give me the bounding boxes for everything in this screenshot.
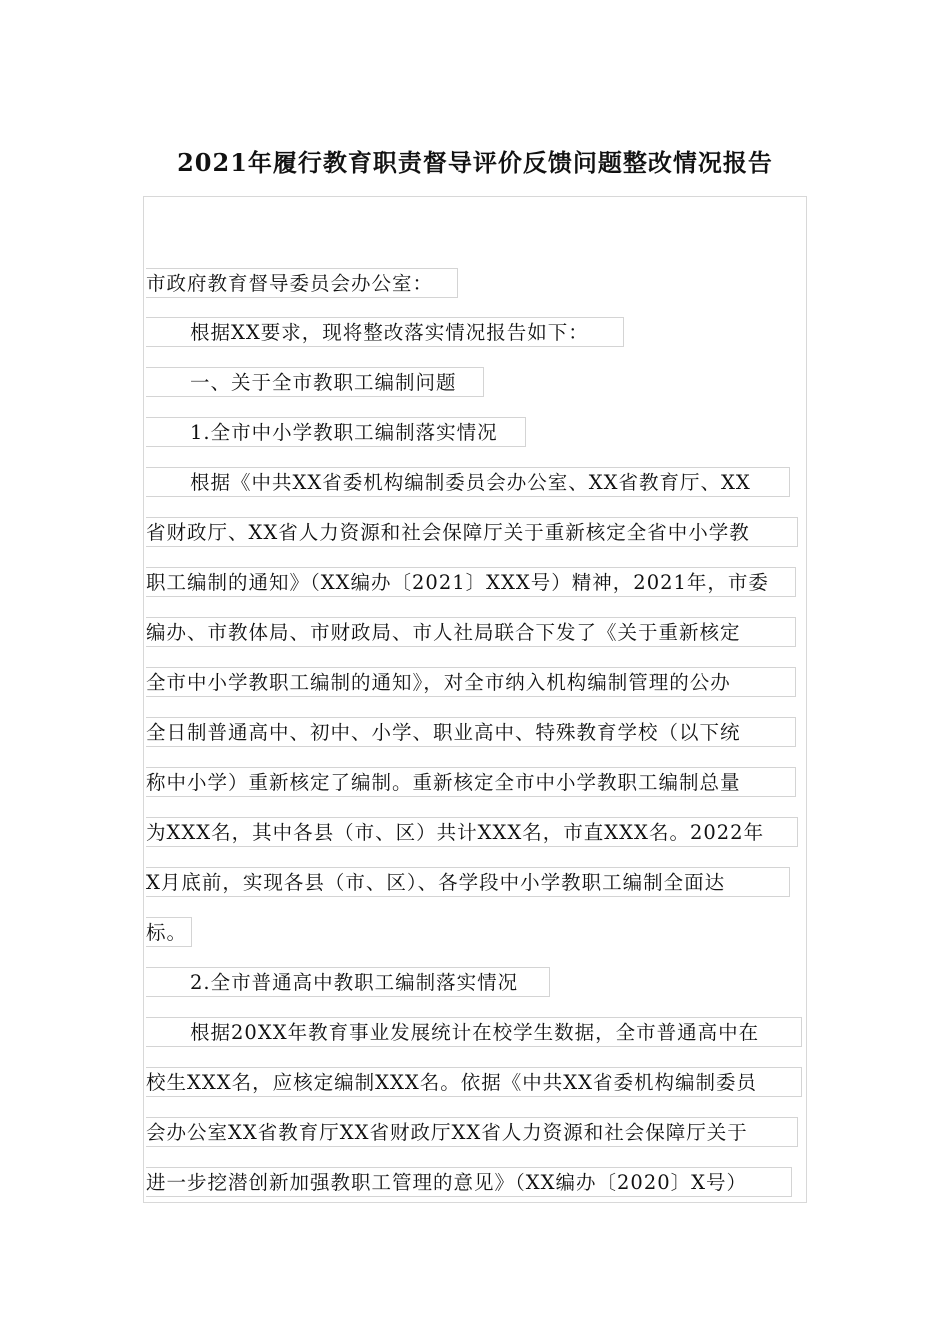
section-heading-1: 一、关于全市教职工编制问题 xyxy=(146,367,484,397)
paragraph-line: 称中小学）重新核定了编制。重新核定全市中小学教职工编制总量 xyxy=(146,767,796,797)
salutation: 市政府教育督导委员会办公室： xyxy=(146,268,458,298)
paragraph-line: 职工编制的通知》（XX编办〔2021〕XXX号）精神，2021年，市委 xyxy=(146,567,796,597)
paragraph-line: 全日制普通高中、初中、小学、职业高中、特殊教育学校（以下统 xyxy=(146,717,796,747)
paragraph-line: 标。 xyxy=(146,917,192,947)
subsection-heading-2: 2.全市普通高中教职工编制落实情况 xyxy=(146,967,550,997)
paragraph-line: 会办公室XX省教育厅XX省财政厅XX省人力资源和社会保障厅关于 xyxy=(146,1117,798,1147)
paragraph-line: 进一步挖潜创新加强教职工管理的意见》（XX编办〔2020〕X号） xyxy=(146,1167,792,1197)
paragraph-line: 全市中小学教职工编制的通知》，对全市纳入机构编制管理的公办 xyxy=(146,667,796,697)
paragraph-line: 编办、市教体局、市财政局、市人社局联合下发了《关于重新核定 xyxy=(146,617,796,647)
subsection-heading-1: 1.全市中小学教职工编制落实情况 xyxy=(146,417,526,447)
paragraph-line: 省财政厅、XX省人力资源和社会保障厅关于重新核定全省中小学教 xyxy=(146,517,798,547)
paragraph-line: 为XXX名，其中各县（市、区）共计XXX名，市直XXX名。2022年 xyxy=(146,817,798,847)
paragraph-line: 根据20XX年教育事业发展统计在校学生数据，全市普通高中在 xyxy=(146,1017,802,1047)
intro-paragraph: 根据XX要求，现将整改落实情况报告如下： xyxy=(146,317,624,347)
document-title: 2021年履行教育职责督导评价反馈问题整改情况报告 xyxy=(177,148,773,177)
paragraph-line: X月底前，实现各县（市、区）、各学段中小学教职工编制全面达 xyxy=(146,867,790,897)
paragraph-line: 根据《中共XX省委机构编制委员会办公室、XX省教育厅、XX xyxy=(146,467,790,497)
paragraph-line: 校生XXX名，应核定编制XXX名。依据《中共XX省委机构编制委员 xyxy=(146,1067,802,1097)
